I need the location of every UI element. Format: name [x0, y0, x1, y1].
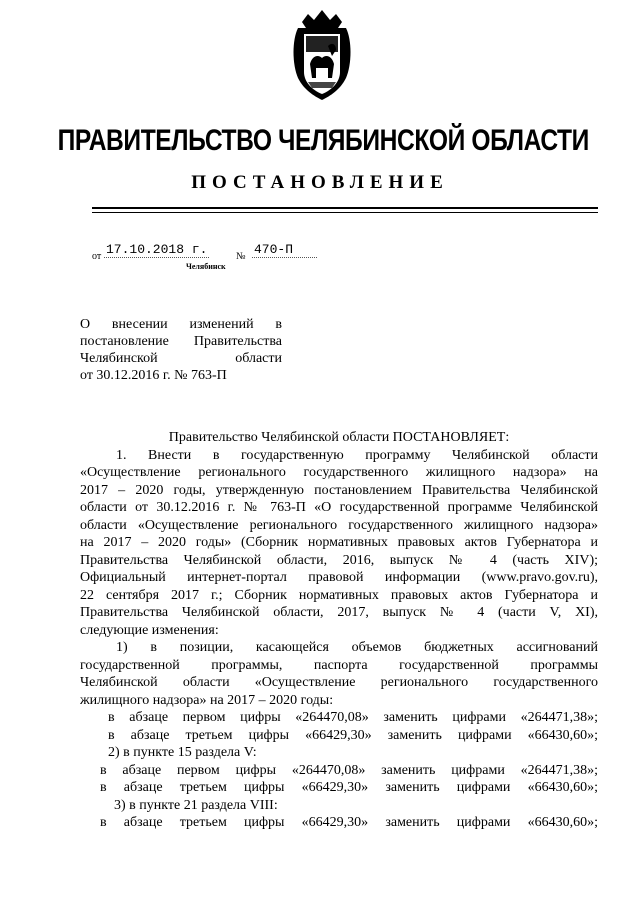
body-line: 3) в пункте 21 раздела VIII: [114, 797, 278, 813]
resolution-body [80, 429, 598, 832]
body-line: Правительства Челябинской области, 2016, выпуск № 4 (часть XIV); [80, 552, 598, 568]
document-date: 17.10.2018 г. [106, 242, 208, 257]
body-line: 1. Внести в государственную программу Челябинской области [116, 447, 598, 463]
body-line: в абзаце третьем цифры «66429,30» заменить цифрами «66430,60»; [108, 727, 598, 743]
body-line: жилищного надзора» на 2017 – 2020 годы: [80, 692, 334, 708]
number-sign: № [236, 251, 246, 262]
date-prefix: от [92, 251, 102, 262]
header-rule-thick [92, 207, 598, 209]
subject-line: Челябинской области [80, 351, 282, 366]
body-line: Официальный интернет-портал правовой информации (www.pravo.gov.ru), [80, 570, 598, 585]
document-number: 470-П [252, 242, 317, 258]
document-type: ПОСТАНОВЛЕНИЕ [191, 172, 449, 193]
subject-line: О внесении изменений в [80, 317, 282, 332]
preamble: Правительство Челябинской области ПОСТАНОВЛЯЕТ: [168, 430, 510, 445]
body-line: в абзаце третьем цифры «66429,30» заменить цифрами «66430,60»; [100, 815, 598, 830]
body-line: Челябинской области «Осуществление регионального государственного [80, 675, 598, 690]
body-line: 2017 – 2020 годы, утвержденную постановлением Правительства Челябинской [80, 482, 598, 498]
body-line: Правительства Челябинской области, 2017, выпуск № 4 (части V, XI), [80, 605, 598, 620]
body-line: на 2017 – 2020 годы» (Сборник нормативных правовых актов Губернатора и [80, 535, 598, 550]
body-line: области от 30.12.2016 г. № 763-П «О государственной программе Челябинской [80, 500, 598, 515]
body-line: в абзаце первом цифры «264470,08» заменить цифрами «264471,38»; [100, 762, 598, 778]
body-line: следующие изменения: [80, 622, 219, 638]
body-line: в абзаце третьем цифры «66429,30» заменить цифрами «66430,60»; [100, 780, 598, 795]
body-line: в абзаце первом цифры «264470,08» заменить цифрами «264471,38»; [108, 710, 598, 725]
city-name: Челябинск [186, 262, 226, 271]
header-rule-thin [92, 212, 598, 213]
body-line: «Осуществление регионального государственного жилищного надзора» на [80, 465, 598, 480]
body-line: государственной программы, паспорта государственной программы [80, 657, 598, 673]
government-title: ПРАВИТЕЛЬСТВО ЧЕЛЯБИНСКОЙ ОБЛАСТИ [57, 124, 589, 157]
subject-line: постановление Правительства [80, 334, 282, 349]
document-subject [80, 316, 282, 384]
subject-line: от 30.12.2016 г. № 763-П [80, 368, 227, 383]
body-line: 2) в пункте 15 раздела V: [108, 745, 257, 760]
coat-of-arms-emblem [288, 6, 356, 102]
body-line: 1) в позиции, касающейся объемов бюджетных ассигнований [116, 640, 598, 655]
body-line: области «Осуществление регионального государственного жилищного надзора» [80, 517, 598, 533]
body-line: 22 сентября 2017 г.; Сборник нормативных правовых актов Губернатора и [80, 587, 598, 603]
